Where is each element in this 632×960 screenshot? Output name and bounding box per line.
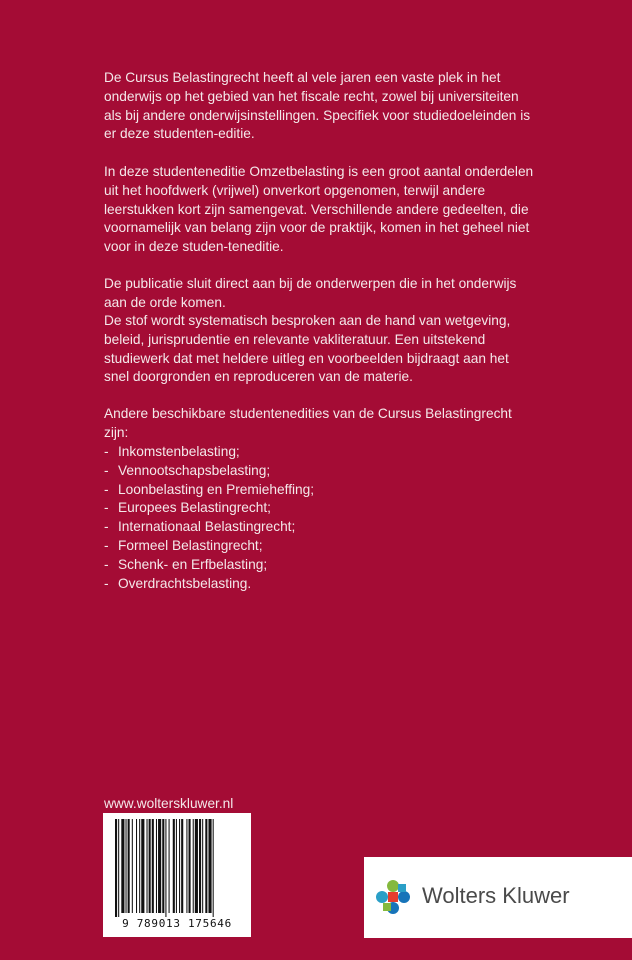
publication-paragraph-text: De publicatie sluit direct aan bij de onderwerpen die in het onderwijs aan de orde komen.	[104, 276, 517, 310]
list-item-label: Loonbelasting en Premieheffing;	[118, 481, 315, 497]
barcode-bar	[195, 819, 198, 913]
barcode-bar	[179, 819, 180, 913]
method-paragraph	[104, 312, 534, 387]
method-paragraph-text: De stof wordt systematisch besproken aan de hand van wetgeving, beleid, jurisprudentie en relevante vakliteratuur. Een uitstekend studiewerk dat met heldere uitleg en voorbeelden bijdraagt aan het snel doorgronden en reproduceren van de materie.	[104, 313, 511, 385]
list-item-label: Vennootschapsbelasting;	[118, 462, 271, 478]
list-dash: -	[104, 537, 109, 553]
list-dash: -	[104, 462, 109, 478]
barcode-bar	[162, 819, 164, 913]
barcode-bar	[208, 819, 211, 913]
barcode-bar	[152, 819, 154, 913]
list-dash: -	[104, 481, 109, 497]
isbn-number: 9 789013 175646	[122, 917, 232, 930]
list-item	[104, 556, 314, 575]
list-item-label: Internationaal Belastingrecht;	[118, 519, 296, 535]
list-item	[104, 518, 314, 537]
intro-paragraph	[104, 69, 534, 144]
barcode-bar	[136, 819, 137, 913]
publication-paragraph	[104, 275, 534, 313]
list-item	[104, 575, 314, 594]
content-paragraph-text: In deze studenteneditie Omzetbelasting is een groot aantal onderdelen uit het hoofdwerk (vrijwel) onverkort opgenomen, terwijl andere leerstukken kort zijn samengevat. Verschillende andere gedeelten, die voornamelijk van belang zijn voor de praktijk, komen in het geheel niet voor in deze studen-teneditie.	[104, 164, 534, 255]
barcode-bar	[199, 819, 201, 913]
wolters-kluwer-logo-icon	[374, 878, 412, 916]
barcode-bar	[186, 819, 187, 913]
barcode-bar	[128, 819, 130, 913]
barcode-bar	[169, 819, 170, 913]
barcode-bar	[118, 819, 119, 917]
publisher-name: Wolters Kluwer	[422, 883, 570, 908]
barcode-bar	[202, 819, 203, 913]
list-dash: -	[104, 519, 109, 535]
list-dash: -	[104, 444, 109, 459]
isbn-barcode	[103, 813, 251, 937]
barcode-bar	[213, 819, 214, 917]
list-item	[104, 481, 314, 500]
barcode-bar	[149, 819, 151, 913]
barcode-bar	[147, 819, 148, 913]
list-dash: -	[104, 500, 109, 516]
barcode-bar	[132, 819, 133, 913]
barcode-bar	[176, 819, 177, 913]
list-item-label: Schenk- en Erfbelasting;	[118, 556, 268, 572]
list-item	[104, 537, 314, 556]
list-item-label: Inkomstenbelasting;	[118, 444, 240, 459]
list-item-label: Europees Belastingrecht;	[118, 500, 271, 516]
barcode-bar	[205, 819, 207, 913]
list-dash: -	[104, 556, 109, 572]
barcode-bar	[141, 819, 144, 913]
barcode-bar	[189, 819, 191, 913]
list-item	[104, 462, 314, 481]
list-intro	[104, 405, 534, 443]
list-item-label: Formeel Belastingrecht;	[118, 537, 263, 553]
list-item	[104, 499, 314, 518]
barcode-bar	[126, 819, 127, 913]
barcode-bar	[121, 819, 124, 913]
barcode-bar	[181, 819, 183, 913]
list-item	[104, 443, 314, 462]
barcode-bar	[115, 819, 117, 917]
website-url: www.wolterskluwer.nl	[104, 796, 234, 811]
barcode-bar	[165, 819, 166, 917]
content-paragraph	[104, 163, 534, 257]
list-dash: -	[104, 575, 109, 591]
list-item-label: Overdrachtsbelasting.	[118, 575, 252, 591]
barcode-bar	[193, 819, 194, 913]
barcode-bar	[156, 819, 157, 913]
intro-paragraph-text: De Cursus Belastingrecht heeft al vele jaren een vaste plek in het onderwijs op het gebied van het fiscale recht, zowel bij universiteiten als bij andere onderwijsinstellingen. Specifiek voor studiedoeleinden is er deze studenten-editie.	[104, 70, 531, 142]
barcode-bar	[173, 819, 175, 913]
barcode-bar	[158, 819, 161, 913]
barcode-bar	[139, 819, 140, 913]
editions-list	[104, 443, 314, 593]
publisher-logo-box	[364, 857, 632, 938]
list-intro-text: Andere beschikbare studentenedities van de Cursus Belastingrecht zijn:	[104, 406, 512, 440]
